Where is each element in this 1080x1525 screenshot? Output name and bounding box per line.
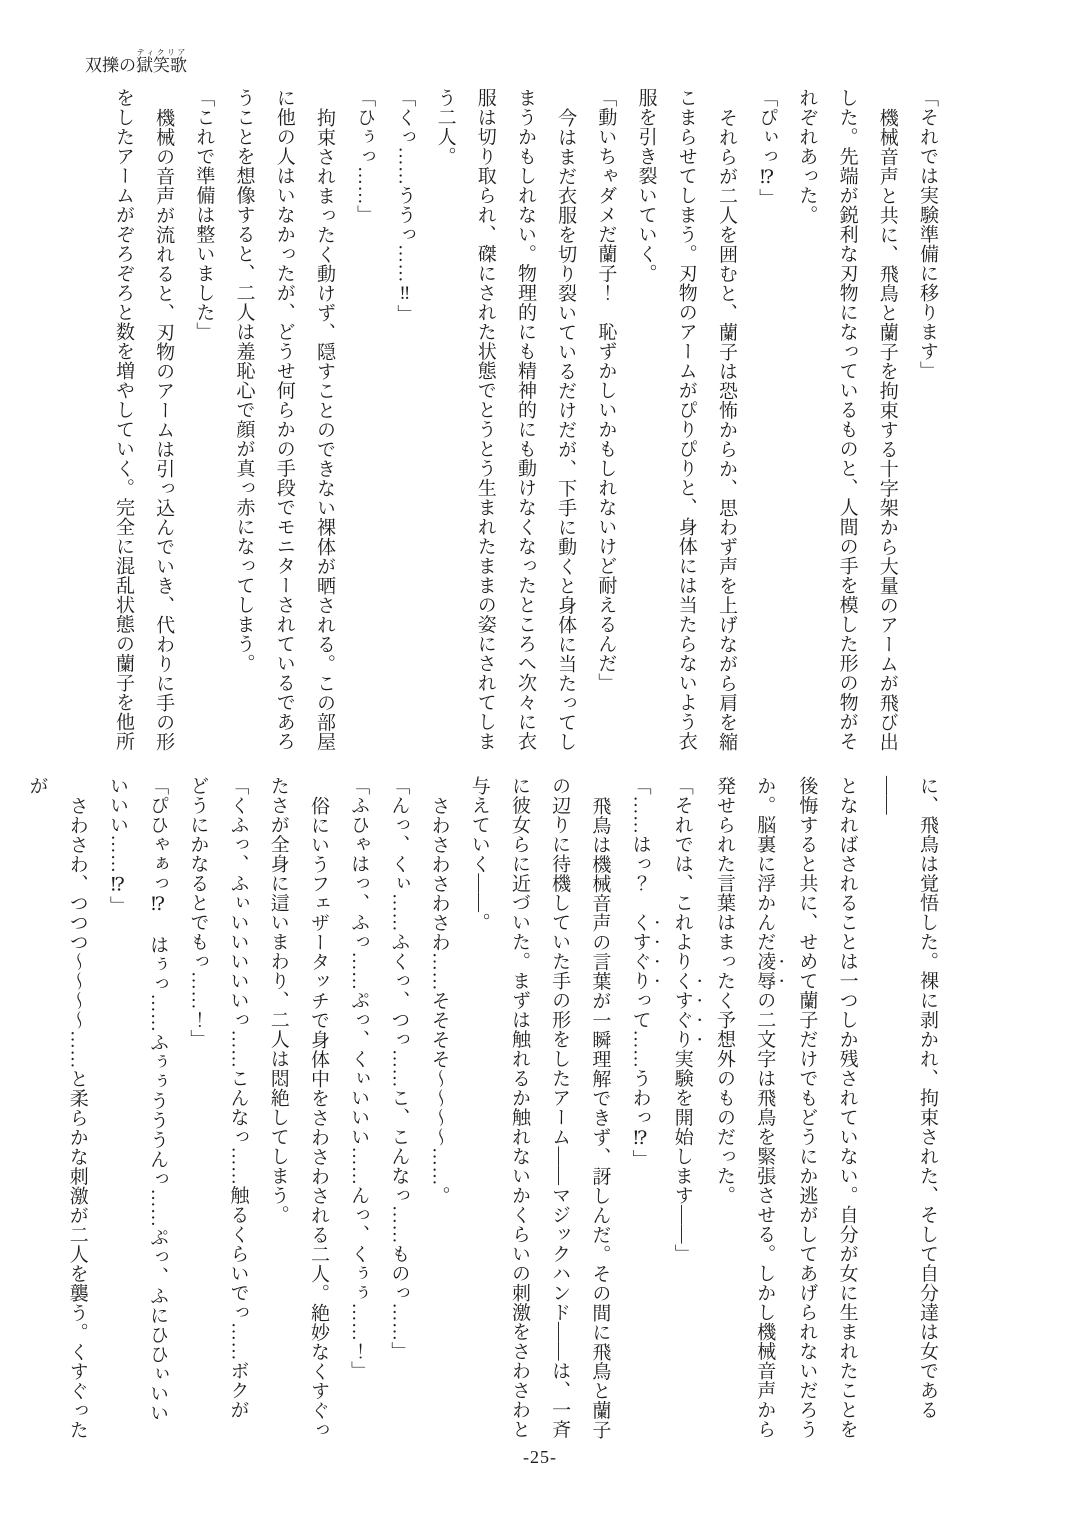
- text-segment: う二人。: [434, 88, 456, 166]
- text-segment: 実験を開始します――」: [671, 1049, 693, 1264]
- text-segment: 拘束されまったく動けず、隠すことのできない裸体が晒される。この部屋: [313, 107, 335, 751]
- text-segment: か。脳裏に浮かんだ: [754, 776, 776, 952]
- text-column: [585, 88, 625, 764]
- text-column: [143, 88, 183, 764]
- text-column: [499, 776, 539, 1452]
- text-segment: 「これで準備は整いました」: [193, 88, 215, 342]
- text-block-bottom: [26, 776, 947, 1452]
- page-title-prefix: 双擽の: [85, 56, 136, 75]
- text-column: [662, 776, 704, 1452]
- text-column: [826, 88, 866, 764]
- text-segment: 「ぴぃっ⁉」: [756, 88, 778, 208]
- text-segment: した。先端が鋭利な刃物になっているものと、人間の手を模した形の物がそ: [836, 88, 858, 751]
- text-column: [258, 776, 298, 1452]
- text-segment: 与えていく――。: [468, 776, 490, 932]
- text-column: [183, 88, 223, 764]
- text-segment: 「んっ、くぃ……ふくっ、つっ……こ、こんなっ……ものっ……」: [388, 776, 410, 1361]
- text-column: [505, 88, 545, 764]
- text-column: [545, 88, 585, 764]
- text-segment: 今はまだ衣服を切り裂いているだけだが、下手に動くと身体に当たってし: [555, 107, 577, 751]
- text-column: [867, 776, 947, 1452]
- text-column: [907, 88, 947, 764]
- text-segment: 「くっ……ううっ……‼」: [394, 88, 416, 324]
- text-segment: って……うわっ⁉」: [629, 990, 651, 1169]
- text-segment: 発せられた言葉はまったく予想外のものだった。: [713, 776, 735, 1205]
- text-segment: 「それでは実験準備に移ります」: [917, 88, 938, 381]
- text-segment: 機械の音声が流れると、刃物のアームは引っ込んでいき、代わりに手の形: [153, 107, 175, 751]
- text-segment: となればされることは一つしか残されていない。自分が女に生まれたことを: [836, 776, 858, 1439]
- text-column: [223, 88, 263, 764]
- text-segment: 服は切り取られ、磔にされた状態でとうとう生まれたままの姿にされてしま: [474, 88, 496, 751]
- page-title-base: 獄笑歌: [136, 56, 187, 75]
- text-segment: 機械音声と共に、飛鳥と蘭子を拘束する十字架から大量のアームが飛び出: [876, 107, 898, 751]
- page-title-furigana: ティクリア: [136, 48, 187, 57]
- text-segment: 「くふっ、ふぃいいいいいっ……こんなっ……触るくらいでっ……ボクが: [227, 776, 249, 1420]
- text-column: [378, 776, 418, 1452]
- text-column: [786, 88, 826, 764]
- text-segment: の二文字は飛鳥を緊張させる。しかし機械音声から: [754, 990, 776, 1439]
- text-segment: 後悔すると共に、せめて蘭子だけでもどうにか逃がしてあげられないだろう: [796, 776, 818, 1439]
- text-column: [384, 88, 424, 764]
- text-column: [666, 88, 706, 764]
- text-segment: 俗にいうフェザータッチで身体中をさわさわされる二人。絶妙なくすぐっ: [307, 795, 329, 1439]
- text-column: [103, 88, 143, 764]
- page-title-ruby: [136, 48, 187, 75]
- text-column: [539, 776, 579, 1452]
- text-column: [16, 776, 96, 1452]
- page-number: -25-: [523, 1447, 557, 1467]
- text-segment: それらが二人を囲むと、蘭子は恐怖からか、思わず声を上げながら肩を縮: [715, 107, 737, 751]
- text-segment: 「動いちゃダメだ蘭子！ 恥ずかしいかもしれないけど耐えるんだ」: [595, 88, 617, 693]
- text-column: [744, 776, 786, 1452]
- text-segment: 飛鳥は機械音声の言葉が一瞬理解できず、訝しんだ。その間に飛鳥と蘭子: [589, 795, 611, 1439]
- text-segment: 「ひぅっ……」: [354, 88, 376, 225]
- emphasized-text: 凌辱: [754, 951, 776, 991]
- text-column: [177, 776, 217, 1452]
- text-segment: 服を引き裂いていく。: [635, 88, 657, 283]
- text-column: [338, 776, 378, 1452]
- text-column: [137, 776, 177, 1452]
- text-segment: 「ふひゃはっ、ふっ……ぷっ、くぃいいい……んっ、くぅぅ……！」: [348, 776, 370, 1381]
- text-segment: どうにかなるとでもっ……！」: [187, 776, 209, 1049]
- text-segment: たさが全身に這いまわり、二人は悶絶してしまう。: [267, 776, 289, 1225]
- text-segment: いいい……⁉」: [106, 776, 128, 916]
- text-segment: の辺りに待機していた手の形をしたアーム――マジックハンド――は、一斉: [549, 776, 571, 1439]
- text-column: [465, 88, 505, 764]
- text-column: [867, 88, 907, 764]
- emphasized-text: くすぐり: [671, 971, 693, 1049]
- text-column: [579, 776, 619, 1452]
- text-segment: 「ぴひゃぁっ⁉ はぅっ……ふぅぅうううんっ……ぷっ、ふにひひぃいい: [147, 776, 169, 1423]
- text-segment: まうかもしれない。物理的にも精神的にも動けなくなったところへ次々に衣: [514, 88, 536, 751]
- text-segment: 「それでは、これより: [671, 776, 693, 971]
- text-segment: に、飛鳥は覚悟した。裸に剥かれ、拘束された、そして自分達は女である――: [876, 776, 938, 1420]
- text-segment: に他の人はいなかったが、どうせ何らかの手段でモニターされているであろ: [273, 88, 295, 751]
- text-column: [298, 776, 338, 1452]
- text-column: [706, 88, 746, 764]
- text-segment: さわさわ、つつつ〜〜〜〜……と柔らかな刺激が二人を襲う。くすぐったが: [26, 776, 88, 1439]
- text-segment: さわさわさわさわ……そそそそ〜〜〜〜……。: [428, 795, 450, 1205]
- text-block-top: [100, 88, 947, 764]
- emphasized-text: くすぐり: [629, 912, 651, 991]
- text-column: [704, 776, 744, 1452]
- text-column: [746, 88, 786, 764]
- text-column: [418, 776, 458, 1452]
- text-column: [344, 88, 384, 764]
- text-segment: こまらせてしまう。刃物のアームがぴりぴりと、身体には当たらないよう衣: [675, 88, 697, 751]
- page-title: [85, 48, 187, 76]
- text-column: [97, 776, 137, 1452]
- text-column: [304, 88, 344, 764]
- text-column: [217, 776, 257, 1452]
- text-segment: をしたアームがぞろぞろと数を増やしていく。完全に混乱状態の蘭子を他所: [112, 88, 134, 751]
- text-segment: れぞれあった。: [796, 88, 818, 225]
- text-column: [826, 776, 866, 1452]
- text-column: [459, 776, 499, 1452]
- text-column: [619, 776, 661, 1452]
- text-column: [786, 776, 826, 1452]
- text-column: [424, 88, 464, 764]
- text-segment: に彼女らに近づいた。まずは触れるか触れないかくらいの刺激をさわさわと: [508, 776, 530, 1439]
- text-column: [625, 88, 665, 764]
- text-column: [264, 88, 304, 764]
- text-segment: うことを想像すると、二人は羞恥心で顔が真っ赤になってしまう。: [233, 88, 255, 673]
- text-segment: 「……はっ？: [629, 776, 651, 913]
